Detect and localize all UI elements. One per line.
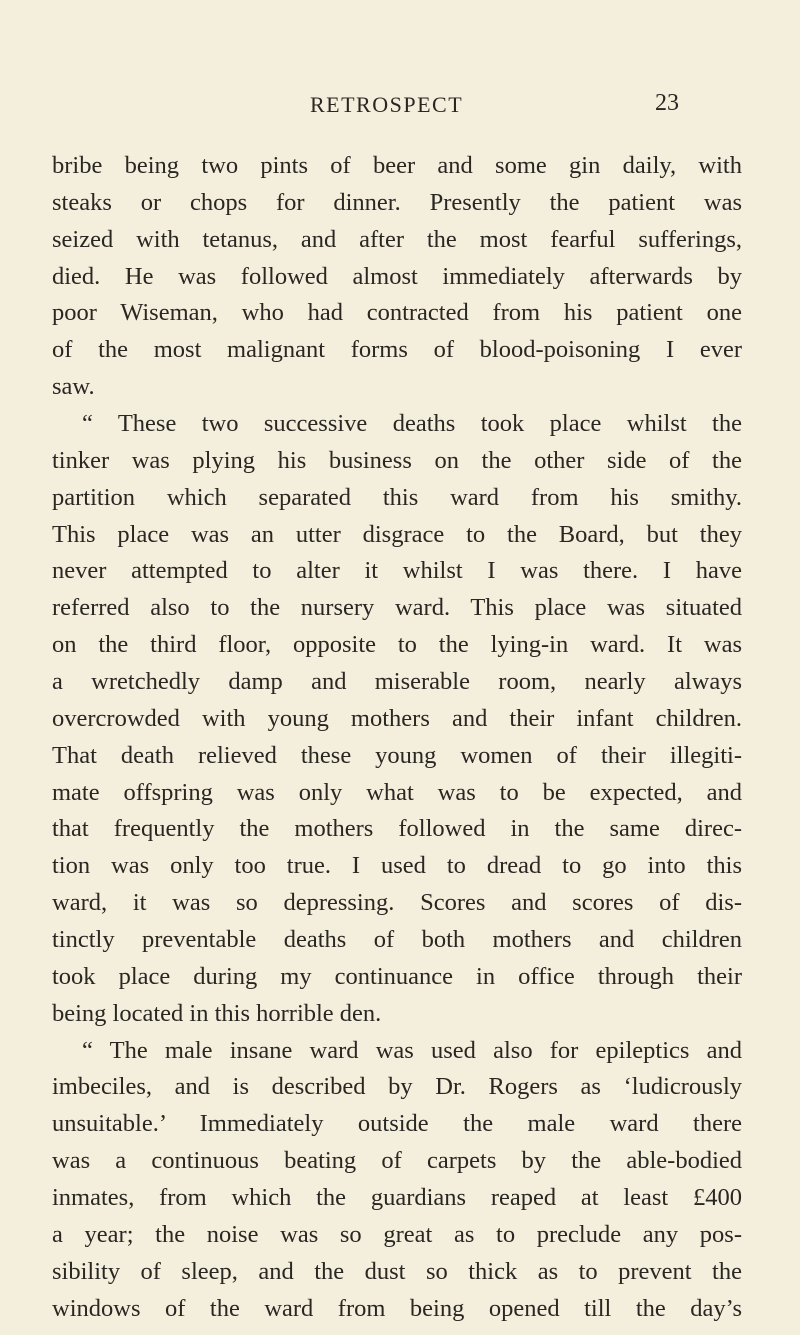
- text-line: ward, it was so depressing. Scores and scores of dis-: [52, 889, 742, 917]
- running-head: [0, 92, 800, 122]
- text-line: poor Wiseman, who had contracted from his patient one: [52, 299, 742, 327]
- text-line: seized with tetanus, and after the most fearful sufferings,: [52, 225, 742, 253]
- text-line: took place during my continuance in office through their: [52, 962, 742, 990]
- text-line: tinker was plying his business on the other side of the: [52, 446, 742, 474]
- running-title: RETROSPECT: [310, 92, 464, 117]
- text-line: that frequently the mothers followed in the same direc-: [52, 815, 742, 843]
- text-line: That death relieved these young women of their illegiti-: [52, 741, 742, 769]
- text-line: tion was only too true. I used to dread to go into this: [52, 852, 742, 880]
- text-line: referred also to the nursery ward. This place was situated: [52, 594, 742, 622]
- text-line: overcrowded with young mothers and their infant children.: [52, 704, 742, 732]
- text-line: “ The male insane ward was used also for epileptics and: [82, 1036, 742, 1064]
- text-line: a year; the noise was so great as to preclude any pos-: [52, 1220, 742, 1248]
- text-line: died. He was followed almost immediately afterwards by: [52, 262, 742, 290]
- text-line: tinctly preventable deaths of both mothers and children: [52, 926, 742, 954]
- text-line: “ These two successive deaths took place whilst the: [82, 410, 742, 438]
- text-line: This place was an utter disgrace to the Board, but they: [52, 520, 742, 548]
- text-line: on the third floor, opposite to the lying-in ward. It was: [52, 631, 742, 659]
- text-line: unsuitable.’ Immediately outside the male ward there: [52, 1110, 742, 1138]
- text-line: windows of the ward from being opened till the day’s: [52, 1294, 742, 1322]
- page-number: 23: [655, 90, 679, 116]
- text-line: never attempted to alter it whilst I was there. I have: [52, 557, 742, 585]
- body-text: [52, 148, 742, 1328]
- text-line: imbeciles, and is described by Dr. Rogers as ‘ludicrously: [52, 1073, 742, 1101]
- text-line: sibility of sleep, and the dust so thick as to prevent the: [52, 1257, 742, 1285]
- text-line: steaks or chops for dinner. Presently the patient was: [52, 188, 742, 216]
- text-line: mate offspring was only what was to be expected, and: [52, 778, 742, 806]
- text-line: inmates, from which the guardians reaped at least £400: [52, 1184, 742, 1212]
- text-line: of the most malignant forms of blood-poisoning I ever: [52, 336, 742, 364]
- text-line: bribe being two pints of beer and some gin daily, with: [52, 152, 742, 179]
- text-line: saw.: [52, 373, 95, 401]
- text-line: being located in this horrible den.: [52, 999, 382, 1027]
- text-line: a wretchedly damp and miserable room, nearly always: [52, 668, 742, 696]
- text-line: partition which separated this ward from his smithy.: [52, 483, 742, 511]
- text-line: was a continuous beating of carpets by the able-bodied: [52, 1147, 742, 1175]
